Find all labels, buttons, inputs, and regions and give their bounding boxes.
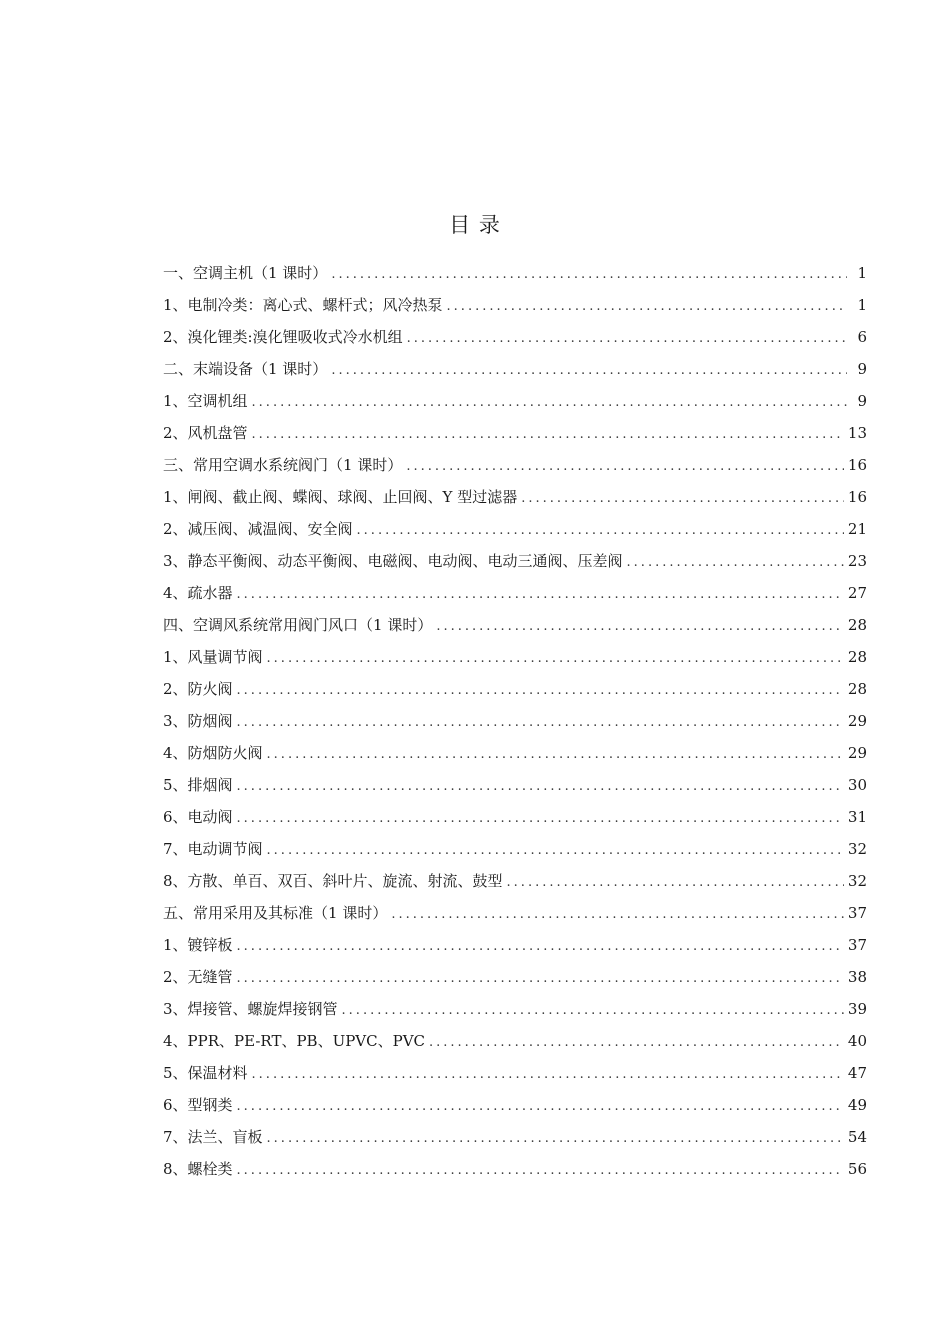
toc-entry-label: 五、常用采用及其标准（1 课时） <box>163 904 388 922</box>
toc-entry-label: 1、电制冷类：离心式、螺杆式；风冷热泵 <box>163 296 443 314</box>
toc-entry-label: 3、焊接管、螺旋焊接钢管 <box>163 1000 338 1018</box>
toc-entry-page-number: 21 <box>847 520 867 538</box>
toc-entry-page-number: 38 <box>847 968 867 986</box>
toc-entry-page-number: 1 <box>857 296 867 314</box>
toc-entry-label: 6、电动阀 <box>163 808 233 826</box>
toc-entry-page-number: 56 <box>847 1160 867 1178</box>
toc-entry-label: 2、防火阀 <box>163 680 233 698</box>
toc-entry-page-number: 29 <box>847 712 867 730</box>
toc-title: 目 录 <box>449 213 501 237</box>
toc-entry[interactable] <box>163 993 867 1025</box>
toc-entry[interactable] <box>163 1089 867 1121</box>
dot-leader <box>237 803 844 835</box>
toc-entry-page-number: 39 <box>847 1000 867 1018</box>
toc-entry[interactable] <box>163 833 867 865</box>
dot-leader <box>237 1091 844 1123</box>
toc-entry-page-number: 28 <box>847 648 867 666</box>
dot-leader <box>237 931 844 963</box>
toc-entry-label: 3、防烟阀 <box>163 712 233 730</box>
dot-leader <box>267 739 844 771</box>
toc-entry-page-number: 28 <box>847 680 867 698</box>
toc-entry-label: 一、空调主机（1 课时） <box>163 264 328 282</box>
toc-entry-label: 6、型钢类 <box>163 1096 233 1114</box>
toc-entry-label: 3、静态平衡阀、动态平衡阀、电磁阀、电动阀、电动三通阀、压差阀 <box>163 552 623 570</box>
dot-leader <box>627 547 844 579</box>
dot-leader <box>237 1155 844 1187</box>
toc-entry-page-number: 54 <box>847 1128 867 1146</box>
dot-leader <box>331 355 847 387</box>
toc-entry-label: 1、风量调节阀 <box>163 648 263 666</box>
toc-entry[interactable] <box>163 961 867 993</box>
dot-leader <box>237 579 844 611</box>
toc-entry[interactable] <box>163 1153 867 1185</box>
toc-entry-label: 三、常用空调水系统阀门（1 课时） <box>163 456 403 474</box>
toc-entry[interactable] <box>163 321 867 353</box>
toc-entry-label: 1、镀锌板 <box>163 936 233 954</box>
dot-leader <box>429 1027 844 1059</box>
toc-entry[interactable] <box>163 1025 867 1057</box>
dot-leader <box>237 771 844 803</box>
toc-entry-page-number: 31 <box>847 808 867 826</box>
toc-entry-page-number: 32 <box>847 872 867 890</box>
toc-entry[interactable] <box>163 897 867 929</box>
dot-leader <box>407 323 847 355</box>
dot-leader <box>267 643 844 675</box>
toc-entry-page-number: 32 <box>847 840 867 858</box>
toc-entry-page-number: 13 <box>847 424 867 442</box>
toc-entry-page-number: 27 <box>847 584 867 602</box>
toc-entry[interactable] <box>163 385 867 417</box>
toc-entry[interactable] <box>163 1057 867 1089</box>
toc-entry[interactable] <box>163 609 867 641</box>
dot-leader <box>342 995 844 1027</box>
dot-leader <box>357 515 844 547</box>
toc-entry[interactable] <box>163 577 867 609</box>
toc-entry-label: 二、末端设备（1 课时） <box>163 360 328 378</box>
toc-entry-label: 7、法兰、盲板 <box>163 1128 263 1146</box>
dot-leader <box>447 291 847 323</box>
toc-entry[interactable] <box>163 865 867 897</box>
toc-entry-page-number: 1 <box>857 264 867 282</box>
toc-entry[interactable] <box>163 737 867 769</box>
toc-entry-label: 8、方散、单百、双百、斜叶片、旋流、射流、鼓型 <box>163 872 503 890</box>
toc-entry-page-number: 16 <box>847 456 867 474</box>
dot-leader <box>252 1059 844 1091</box>
dot-leader <box>436 611 844 643</box>
toc-entry[interactable] <box>163 705 867 737</box>
dot-leader <box>391 899 844 931</box>
toc-entry-page-number: 9 <box>857 360 867 378</box>
toc-entry-page-number: 37 <box>847 904 867 922</box>
toc-entry[interactable] <box>163 641 867 673</box>
dot-leader <box>406 451 844 483</box>
toc-entry[interactable] <box>163 353 867 385</box>
toc-entry-label: 2、无缝管 <box>163 968 233 986</box>
dot-leader <box>252 387 847 419</box>
toc-entry-page-number: 23 <box>847 552 867 570</box>
toc-entry[interactable] <box>163 417 867 449</box>
dot-leader <box>267 835 844 867</box>
toc-entry-label: 2、溴化锂类:溴化锂吸收式冷水机组 <box>163 328 403 346</box>
toc-entry[interactable] <box>163 449 867 481</box>
toc-entry[interactable] <box>163 257 867 289</box>
toc-entry-label: 1、空调机组 <box>163 392 248 410</box>
toc-entry[interactable] <box>163 481 867 513</box>
toc-entry[interactable] <box>163 513 867 545</box>
toc-entry[interactable] <box>163 929 867 961</box>
toc-entry-page-number: 47 <box>847 1064 867 1082</box>
toc-entry[interactable] <box>163 769 867 801</box>
toc-entry-page-number: 30 <box>847 776 867 794</box>
toc-entry-label: 4、PPR、PE-RT、PB、UPVC、PVC <box>163 1032 426 1050</box>
dot-leader <box>237 707 844 739</box>
toc-entry-label: 7、电动调节阀 <box>163 840 263 858</box>
dot-leader <box>237 675 844 707</box>
toc-entry-label: 5、保温材料 <box>163 1064 248 1082</box>
toc-entry[interactable] <box>163 289 867 321</box>
dot-leader <box>507 867 844 899</box>
toc-entry-label: 4、疏水器 <box>163 584 233 602</box>
toc-entry-page-number: 49 <box>847 1096 867 1114</box>
toc-entry[interactable] <box>163 801 867 833</box>
dot-leader <box>521 483 844 515</box>
dot-leader <box>267 1123 844 1155</box>
toc-entry-page-number: 28 <box>847 616 867 634</box>
dot-leader <box>331 259 847 291</box>
toc-entry-label: 2、风机盘管 <box>163 424 248 442</box>
toc-entry-label: 4、防烟防火阀 <box>163 744 263 762</box>
toc-entry-label: 1、闸阀、截止阀、蝶阀、球阀、止回阀、Y 型过滤器 <box>163 488 518 506</box>
dot-leader <box>237 963 844 995</box>
toc-entry-page-number: 40 <box>847 1032 867 1050</box>
toc-entry-label: 2、减压阀、减温阀、安全阀 <box>163 520 353 538</box>
dot-leader <box>252 419 844 451</box>
toc-entry-page-number: 37 <box>847 936 867 954</box>
toc-entry[interactable] <box>163 545 867 577</box>
toc-entry[interactable] <box>163 1121 867 1153</box>
toc-entry-page-number: 16 <box>847 488 867 506</box>
toc-entry[interactable] <box>163 673 867 705</box>
toc-entry-label: 8、螺栓类 <box>163 1160 233 1178</box>
toc-entry-label: 5、排烟阀 <box>163 776 233 794</box>
toc-entry-page-number: 9 <box>857 392 867 410</box>
toc-entry-label: 四、空调风系统常用阀门风口（1 课时） <box>163 616 433 634</box>
table-of-contents <box>163 257 867 1185</box>
toc-entry-page-number: 29 <box>847 744 867 762</box>
toc-entry-page-number: 6 <box>857 328 867 346</box>
